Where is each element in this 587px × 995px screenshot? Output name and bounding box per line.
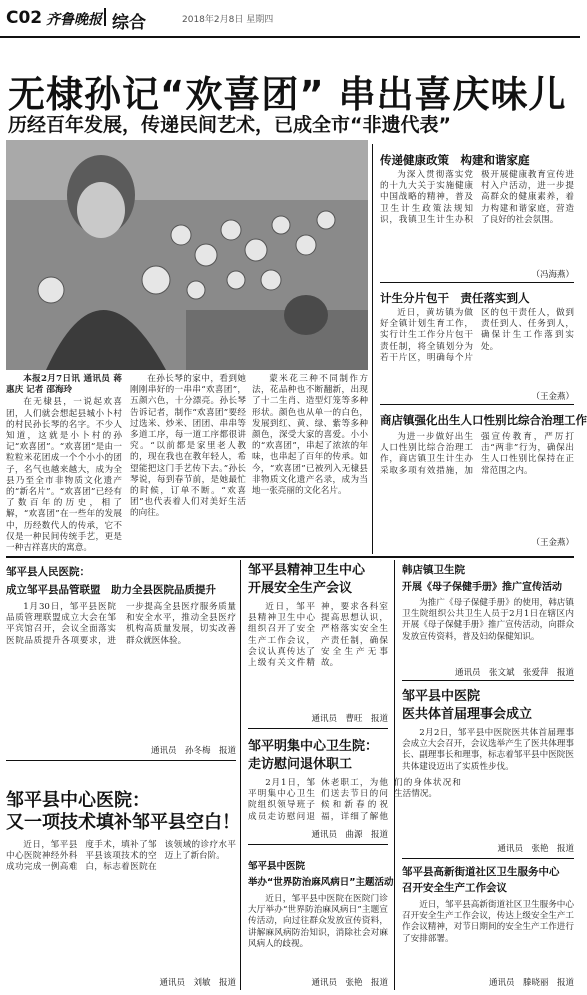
- a5-title: 邹平县中医院: [402, 689, 481, 704]
- photo-caption: 本报2月7日讯 通讯员 蒋惠庆 记者 邵海玲: [6, 374, 122, 396]
- side3-title: 商店镇强化出生人口性别比综合治理工作: [380, 413, 587, 427]
- side1-body: [380, 170, 574, 266]
- side2-text: 近日，黄坊镇为做好全镇计划生育工作，实行计生工作分片包干责任制，将全镇划分为若干片区，明确每个片区的包干责任人，做到责任到人、任务到人，确保计生工作落到实处。: [380, 308, 574, 363]
- a5-text: 2月2日，邹平县中医院医共体首届理事会成立大会召开，会议选举产生了医共体理事长、副理事长和理事，标志着邹平县中医院医共体建设迈出了实质性步伐。: [402, 728, 574, 772]
- page-number: C02: [6, 8, 43, 28]
- a2-byline: 通讯员 曹旺 报道: [311, 714, 388, 724]
- a8-byline: 通讯员 滕晓丽 报道: [488, 978, 574, 988]
- section-rule: [6, 556, 574, 558]
- a7-byline: 通讯员 张艳 报道: [311, 978, 388, 988]
- a6-byline: 通讯员 刘敏 报道: [159, 978, 236, 988]
- a8-body: [402, 900, 574, 970]
- issue-date: 2018年2月8日 星期四: [182, 15, 274, 25]
- divider: [248, 844, 388, 845]
- divider: [6, 760, 236, 761]
- side1-title: 传递健康政策 构建和谐家庭: [380, 153, 530, 167]
- a8-text: 近日，邹平县高新街道社区卫生服务中心召开安全生产工作会议，传达上级安全生产工作会议精神，对节日期间的安全生产工作进行了安排部署。: [402, 900, 574, 944]
- side3-byline: （王金燕）: [531, 538, 574, 548]
- a3-text: 为推广《母子保健手册》的使用，韩店镇卫生院组织公共卫生人员于2月1日在辖区内开展《母子保健手册》推广宣传活动，向群众发放宣传资料，普及妇幼保健知识。: [402, 598, 574, 642]
- divider: [402, 858, 574, 859]
- a4-title-line2: 走访慰问退休职工: [248, 757, 353, 772]
- a7-title: 邹平县中医院: [248, 861, 306, 872]
- side1-text: 为深入贯彻落实党的十九大关于实施健康中国战略的精神，普及卫生计生政策法规知识，我镇卫生计生办积极开展健康教育宣传进村入户活动，进一步提高群众的健康素养，着力构建和谐家庭，营造了良好的社会氛围。: [380, 170, 574, 225]
- a3-byline: 通讯员 张文斌 张爱萍 报道: [454, 668, 574, 678]
- main-text-col2: 在孙长琴的家中，看到她刚刚串好的一串串“欢喜团”，五颜六色，十分漂亮。孙长琴告诉记者，制作“欢喜团”要经过选米、炒米、团团、串串等多道工序，每一道工序都很讲究。“以前都是家里老人教的，现在我也在教年轻人，希望能把这门手艺传下去。”孙长琴说，每到春节前，是她最忙的时候，订单不断。“欢喜团”也代表着人们对美好生活的向往。: [130, 374, 246, 519]
- a3-body: [402, 598, 574, 664]
- column-divider: [394, 560, 395, 990]
- divider: [402, 680, 574, 681]
- photo-illustration: [6, 140, 368, 370]
- masthead-divider: [104, 8, 106, 26]
- a7-subtitle: 举办“世界防治麻风病日”主题活动: [248, 877, 394, 888]
- a2-text: 近日，邹平县精神卫生中心组织召开了安全生产工作会议，会议认真传达了上级有关文件精神，要求各科室提高思想认识，严格落实安全生产责任制，确保安全生产无事故。: [248, 602, 388, 669]
- a8-title: 邹平县高新街道社区卫生服务中心: [402, 866, 560, 878]
- section-title: 综合: [112, 13, 146, 33]
- column-divider: [240, 560, 241, 990]
- a2-title-line2: 开展安全生产会议: [248, 581, 353, 596]
- divider: [380, 282, 574, 283]
- side1-byline: （冯海燕）: [531, 270, 574, 280]
- main-photo: [6, 140, 368, 370]
- a5-body: [402, 728, 574, 840]
- masthead: [0, 0, 580, 38]
- main-text-col3: 蒙米花三种不同制作方法，花品种也不断翻新，出现了十二生肖、造型灯笼等多种形状。颜色也从单一的白色，发展到红、黄、绿、紫等多种颜色，深受大家的喜爱。小小的“欢喜团”，串起了浓浓的年味，也串起了百年的传承。如今，“欢喜团”已被列入无棣县非物质文化遗产名录，成为当地一张亮丽的文化名片。: [252, 374, 368, 497]
- main-article-col2: [130, 374, 246, 556]
- main-subheadline: 历经百年发展，传递民间艺术，已成全市“非遗代表”: [8, 114, 451, 136]
- main-headline: 无棣孙记“欢喜团” 串出喜庆味儿: [8, 73, 567, 116]
- a7-text: 近日，邹平县中医院在医院门诊大厅举办“世界防治麻风病日”主题宣传活动，向过往群众发放宣传资料，讲解麻风病防治知识，消除社会对麻风病人的歧视。: [248, 894, 388, 949]
- side2-title: 计生分片包干 责任落实到人: [380, 291, 530, 305]
- a6-body: [6, 840, 236, 970]
- a1-title: 邹平县人民医院：: [6, 566, 90, 578]
- a7-body: [248, 894, 388, 970]
- a3-title: 韩店镇卫生院: [402, 564, 465, 576]
- a1-byline: 通讯员 孙冬梅 报道: [150, 746, 236, 756]
- a4-body: [248, 778, 461, 826]
- a6-text: 近日，邹平县中心医院神经外科成功完成一例高难度手术，填补了邹平县该项技术的空白，标志着医院在该领域的诊疗水平迈上了新台阶。: [6, 840, 236, 873]
- side2-body: [380, 308, 574, 388]
- a1-body: [6, 602, 236, 740]
- side2-byline: （王金燕）: [531, 392, 574, 402]
- a6-title-line2: 又一项技术填补邹平县空白！: [6, 812, 240, 833]
- a3-subtitle: 开展《母子保健手册》推广宣传活动: [402, 582, 562, 593]
- a5-byline: 通讯员 张艳 报道: [497, 844, 574, 854]
- a8-title-line2: 召开安全生产工作会议: [402, 882, 507, 894]
- a1-text: 1月30日，邹平县医院品质管理联盟成立大会在邹平宾馆召开，会议全面落实医院品质提升各项要求，进一步提高全县医疗服务质量和安全水平，推动全县医疗机构高质量发展，切实改善群众就医体验。: [6, 602, 236, 646]
- column-divider: [372, 144, 373, 554]
- main-article-col1: [6, 374, 122, 556]
- side3-text: 为进一步做好出生人口性别比综合治理工作，商店镇卫生计生办采取多项有效措施，加强宣传教育，严厉打击“两非”行为，确保出生人口性别比保持在正常范围之内。: [380, 432, 574, 476]
- a6-title: 邹平县中心医院：: [6, 790, 150, 811]
- a2-body: [248, 602, 388, 710]
- main-text-col1: 在无棣县，一说起欢喜团，人们就会想起县城小卜村的村民孙长琴的名字。不少人知道，这就是小卜村的孙记“欢喜团”。“欢喜团”是由一粒粒米花团成一个个小小的团子，名气也越来越大，成为全县乃至全市非物质文化遗产的“新名片”。“欢喜团”已经有了数百年的历史，相了解，“欢喜团”在一些年的发展中，历经数代人的传承，它不仅是一种民间传统手艺，更是一种吉祥喜庆的寓意。: [6, 397, 122, 554]
- a1-subtitle: 成立邹平县品管联盟 助力全县医院品质提升: [6, 584, 216, 596]
- main-article-col3: [252, 374, 368, 556]
- side3-body: [380, 432, 574, 532]
- a4-byline: 通讯员 曲源 报道: [311, 830, 388, 840]
- a4-title: 邹平明集中心卫生院：: [248, 739, 379, 754]
- a4-text: 2月1日，邹平明集中心卫生院组织领导班子成员走访慰问退休老职工，为他们送去节日的问候和新春的祝福，详细了解他们的身体状况和生活情况。: [248, 778, 461, 822]
- newspaper-logo: 齐鲁晚报: [46, 12, 102, 28]
- divider: [248, 728, 388, 729]
- a2-title: 邹平县精神卫生中心: [248, 563, 366, 578]
- divider: [380, 404, 574, 405]
- a5-title-line2: 医共体首届理事会成立: [402, 707, 533, 722]
